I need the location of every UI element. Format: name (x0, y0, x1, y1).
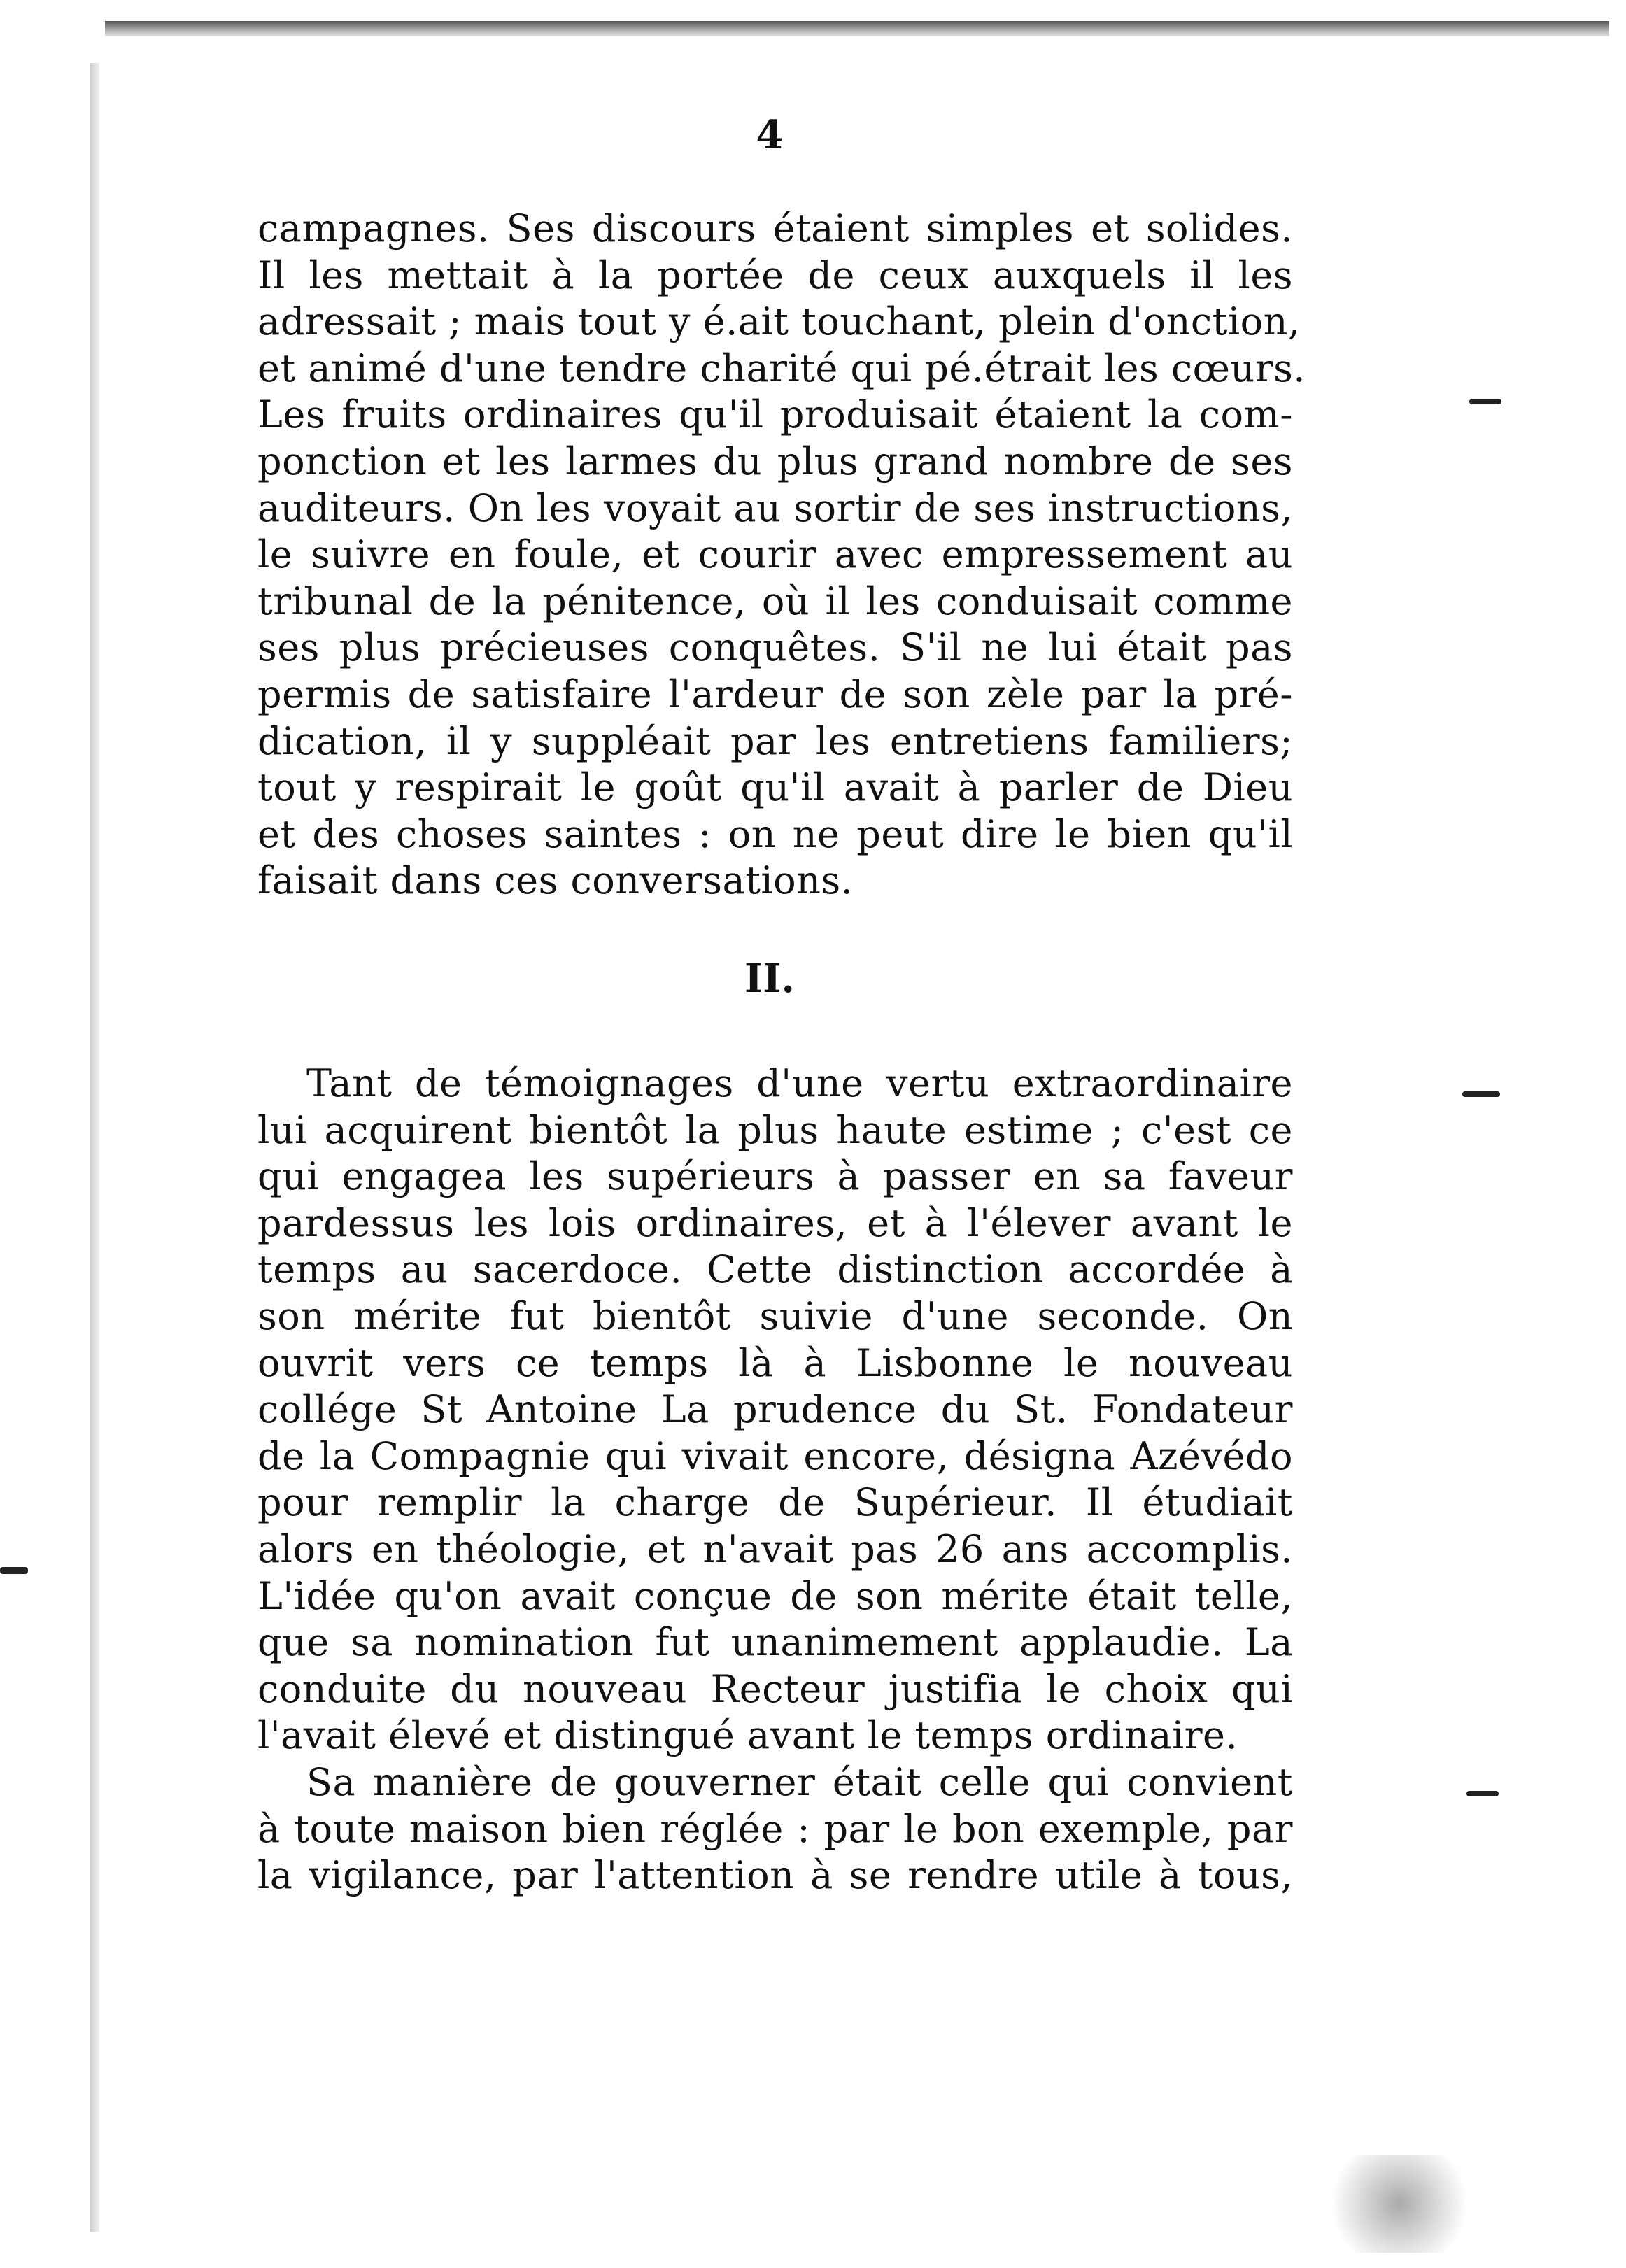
text-line: tout y respirait le goût qu'il avait à parler de Dieu (257, 765, 1293, 810)
text-line: de la Compagnie qui vivait encore, désigna Azévédo (257, 1433, 1293, 1478)
paragraph-2 (257, 1061, 1293, 1899)
margin-mark (0, 1567, 28, 1574)
text-line: Les fruits ordinaires qu'il produisait étaient la com- (257, 392, 1293, 437)
text-line: conduite du nouveau Recteur justifia le choix qui (257, 1666, 1293, 1711)
margin-mark (1469, 399, 1501, 404)
text-line: tribunal de la pénitence, où il les conduisait comme (257, 579, 1293, 623)
text-line: Il les mettait à la portée de ceux auxquels il les (257, 253, 1293, 297)
section-heading: II. (744, 956, 795, 1002)
paragraph-1 (257, 206, 1306, 905)
text-line: auditeurs. On les voyait au sortir de ses instructions, (257, 486, 1293, 530)
text-line: lui acquirent bientôt la plus haute estime ; c'est ce (257, 1107, 1293, 1152)
text-line: permis de satisfaire l'ardeur de son zèle par la pré- (257, 672, 1293, 716)
text-line: pardessus les lois ordinaires, et à l'élever avant le (257, 1200, 1293, 1245)
text-line: pour remplir la charge de Supérieur. Il étudiait (257, 1480, 1293, 1525)
text-line: Tant de témoignages d'une vertu extraordinaire (306, 1061, 1293, 1105)
text-line: ses plus précieuses conquêtes. S'il ne lui était pas (257, 625, 1293, 670)
page-number: 4 (756, 112, 784, 158)
text-line: qui engagea les supérieurs à passer en sa faveur (257, 1154, 1293, 1199)
text-line: faisait dans ces conversations. (257, 858, 854, 903)
text-line: adressait ; mais tout y é.ait touchant, plein d'onction, (257, 299, 1301, 344)
page-edge-top (105, 21, 1609, 36)
margin-mark (1466, 1791, 1499, 1796)
page-edge-left (90, 63, 99, 2232)
text-line: la vigilance, par l'attention à se rendre utile à tous, (257, 1853, 1293, 1898)
text-line: dication, il y suppléait par les entretiens familiers; (257, 718, 1293, 763)
text-line: le suivre en foule, et courir avec empressement au (257, 532, 1293, 577)
text-line: L'idée qu'on avait conçue de son mérite était telle, (257, 1573, 1293, 1618)
margin-mark (1462, 1091, 1500, 1097)
scan-blemish (1315, 2155, 1483, 2253)
text-line: campagnes. Ses discours étaient simples et solides. (257, 206, 1293, 250)
text-line: et animé d'une tendre charité qui pé.étrait les cœurs. (257, 346, 1306, 390)
text-line: que sa nomination fut unanimement applaudie. La (257, 1620, 1293, 1665)
text-line: son mérite fut bientôt suivie d'une seconde. On (257, 1294, 1293, 1338)
text-line: ponction et les larmes du plus grand nombre de ses (257, 439, 1293, 483)
text-line: temps au sacerdoce. Cette distinction accordée à (257, 1247, 1293, 1292)
text-line: alors en théologie, et n'avait pas 26 ans accomplis. (257, 1526, 1293, 1571)
text-line: à toute maison bien réglée : par le bon exemple, par (257, 1806, 1293, 1851)
text-line: et des choses saintes : on ne peut dire le bien qu'il (257, 811, 1293, 856)
text-line: Sa manière de gouverner était celle qui convient (306, 1759, 1293, 1804)
text-line: l'avait élevé et distingué avant le temps ordinaire. (257, 1713, 1238, 1758)
text-line: ouvrit vers ce temps là à Lisbonne le nouveau (257, 1340, 1293, 1385)
text-line: collége St Antoine La prudence du St. Fondateur (257, 1387, 1293, 1432)
